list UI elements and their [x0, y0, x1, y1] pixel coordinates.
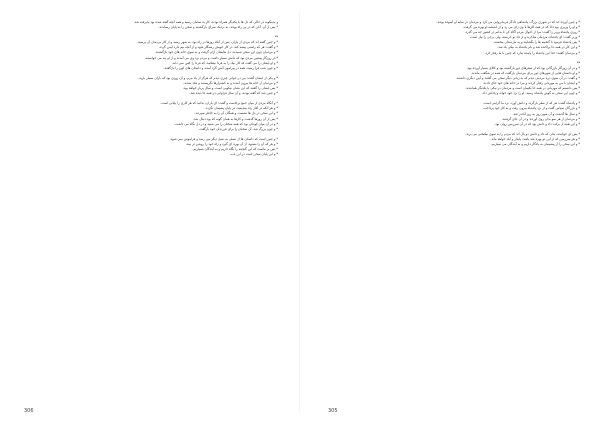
text-line: * و یکی از ایشان گفت: من در جوانی چیزی دیدم که هرگز از یاد نبرم، و آن روزی بود که باران بسیار بارید.	[138, 75, 278, 80]
text-line: * و چون شب فرا رسید، همه در پیرامون آتش گرد آمدند و داستان های کهن را بازگفتند.	[163, 65, 278, 70]
text-line: * پس دانستم که مهربانی در همه جا یکسان است و مردمان در نیکی با یکدیگر همانندند.	[465, 86, 580, 91]
text-line: * و مردمان از هر سو بدان روی آوردند و در آن جای گرفتند.	[501, 116, 580, 121]
text-line: * و هر آنکه در آغاز راه بیندیشد، در پایان پشیمان نگردد.	[204, 106, 278, 111]
text-line: * و ایشان با من به مهربانی رفتار کردند و مرا در خانه های خود جای دادند.	[482, 81, 580, 86]
text-line: * پس از آن روزها گذشت و کارها به همان گونه که بود دنبال شد.	[192, 116, 278, 121]
text-line: * پس بر ماست که این گنجینه را نگاه داریم و به آیندگان بسپاریم.	[192, 146, 278, 151]
text-line: * و چنین شد که گفته بودند، و آن سال فراوانی در همه جا دیده شد.	[189, 91, 278, 96]
text-line: * پس پادشاه فرمود تا گنجینه ها را بگشایند و به نیازمندان ببخشند.	[493, 40, 580, 45]
text-line: * و چنین آورده اند که در شهری بزرگ، پادشاهی دادگر فرمانروایی می کرد و مردمان در سایه او آسوده بودند.	[436, 20, 580, 24]
text-line: * در روزگار پیشین مردی بود که دانش بسیار داشت و مردم نزد وی می آمدند و از او پند می خواستند.	[144, 55, 278, 60]
text-line: * و آنگاه مردی از میان جمع برخاست و گفت: ای یاران، بدانید که هر کاری را پایانی است.	[160, 101, 278, 106]
left-page	[0, 0, 286, 424]
right-page	[314, 0, 600, 424]
text-line: * روزی پادشاه وزیر را گفت: مرا از احوال مردم آگاه کن تا بدانم در کشور چه می گذرد.	[464, 30, 580, 35]
text-line: * و او داستان هایی از شهرهای دور برای مردمان بازگفت که همه در شگفت ماندند.	[470, 70, 580, 75]
text-line: * و مردمان از خانه ها بیرون آمدند و به کشتزارها نگریستند و شاد شدند.	[183, 80, 278, 85]
text-line: * و هر که آن را بشنود، از آن بهره ای گیرد و راه خود را روشن تر بیند.	[185, 141, 278, 146]
text-line: * و در آن روزگار بازرگانی بود که از سفرهای دور بازگشته بود و کالای بسیار آورده بود.	[466, 65, 580, 70]
text-line: * و در آن میان کودکی بود که همه سخنان را می شنید و در دل نگاه می داشت.	[174, 121, 278, 126]
text-line: * و این پایان سخن است در این باب.	[229, 152, 278, 157]
text-line: * و چنین است که داستان ها از نسلی به نسل دیگر می رسد و فراموش نمی شود.	[169, 136, 278, 141]
text-line: * و او ایشان را می گفت که کار نیک را به فردا نیفکنید، که فردا را کس نمی داند.	[171, 60, 278, 65]
text-line: * و این کار در همه جا پراکنده شد و نام پادشاه به نیکی یاد شد.	[497, 45, 580, 50]
text-line: * و این سخن را از پیشینیان به یادگار داریم و به آیندگان می سپاریم.	[490, 141, 580, 146]
text-line: * و مردمان گفتند: خدا این پادشاه را پاینده بدارد که چنین با ما رفتار کرد.	[484, 50, 580, 55]
text-line: **	[274, 35, 278, 40]
text-line: * و این سخن در دل ها نشست و همگان آن را به خاطر سپردند.	[194, 111, 278, 116]
text-line: * پس از آن، آنان که در پی راه بودند، به نزدیک سرای بازگشتند و سخن را به پایان رساندند.	[158, 25, 278, 30]
text-line: * وزیر گفت: ای پادشاه، مردمان شاکرند و از داد تو خرسند، ولی برخی را نیاز است.	[469, 35, 580, 40]
text-line: * و چنین گفته اند که مردی از یاران، پس از آنکه روزها در راه بود، به شهر رسید و از کار مردمان آن پرسید.	[136, 40, 278, 45]
book-gutter	[299, 12, 300, 412]
left-page-text	[20, 20, 278, 157]
text-line: * و سال ها گذشت و آن شهر روز به روز آبادتر شد.	[512, 111, 580, 116]
text-line: **	[576, 60, 580, 65]
text-line: * و بازرگان سپاس گفت و از نزد پادشاه بیرون رفت و به کار خود پرداخت.	[482, 106, 580, 111]
right-page-number: 305	[328, 408, 338, 414]
right-page-text	[324, 20, 580, 147]
text-line: * و مردمان چون این سخن شنیدند، دل هایشان آرام گرفت و به سوی خانه های خود بازگشتند.	[154, 50, 278, 55]
text-line: * و گفت: در آن سوی دریا مردمی دیدم که به زبانی دیگر سخن می گفتند و آیین دیگری داشتند.	[455, 75, 580, 80]
text-line: * پس ایشان را گفتند که این نشان نیکویی است، و سال پربار خواهد بود.	[182, 86, 278, 91]
left-page-number: 306	[24, 408, 34, 414]
text-line: * و گفت: هر که راستی پیشه کند، در کار خویش رستگار شود و از آنچه بیم دارد ایمن گردد.	[158, 45, 278, 50]
text-line: * پس ای خواننده، بدان که داد و دانش دو بال اند که مردم را به سوی نیکبختی می برند.	[465, 131, 580, 136]
text-line: * و چون بزرگ شد، آن سخنان را برای فرزندان خود بازگفت.	[198, 126, 278, 131]
text-line: و بدینگونه در حالی که دل ها با یکدیگر همراه بودند، کار به سامان رسید و همه آنچه گفته شده بود پذیرفته شد.	[133, 20, 278, 24]
text-line: * و او را وزیری بود دانا که در همه کارها با وی رای می زد و از اندیشه او بهره می گرفت.	[462, 25, 580, 30]
text-line: * و هر سرزمین که از این دو بهره مند باشد، پایدار و آباد خواهد ماند.	[490, 136, 580, 141]
text-line: * و این همه از برکت داد و دانش بود که در آن سرزمین روان بود.	[494, 121, 580, 126]
text-line: * و چون این سخن به گوش پادشاه رسید، او را نزد خود خواند و پاداش داد.	[481, 91, 580, 96]
text-line: * و پادشاه گفت: هر که از سفر بازگردد و دانش آورد، نزد ما گرامی است.	[482, 101, 580, 106]
